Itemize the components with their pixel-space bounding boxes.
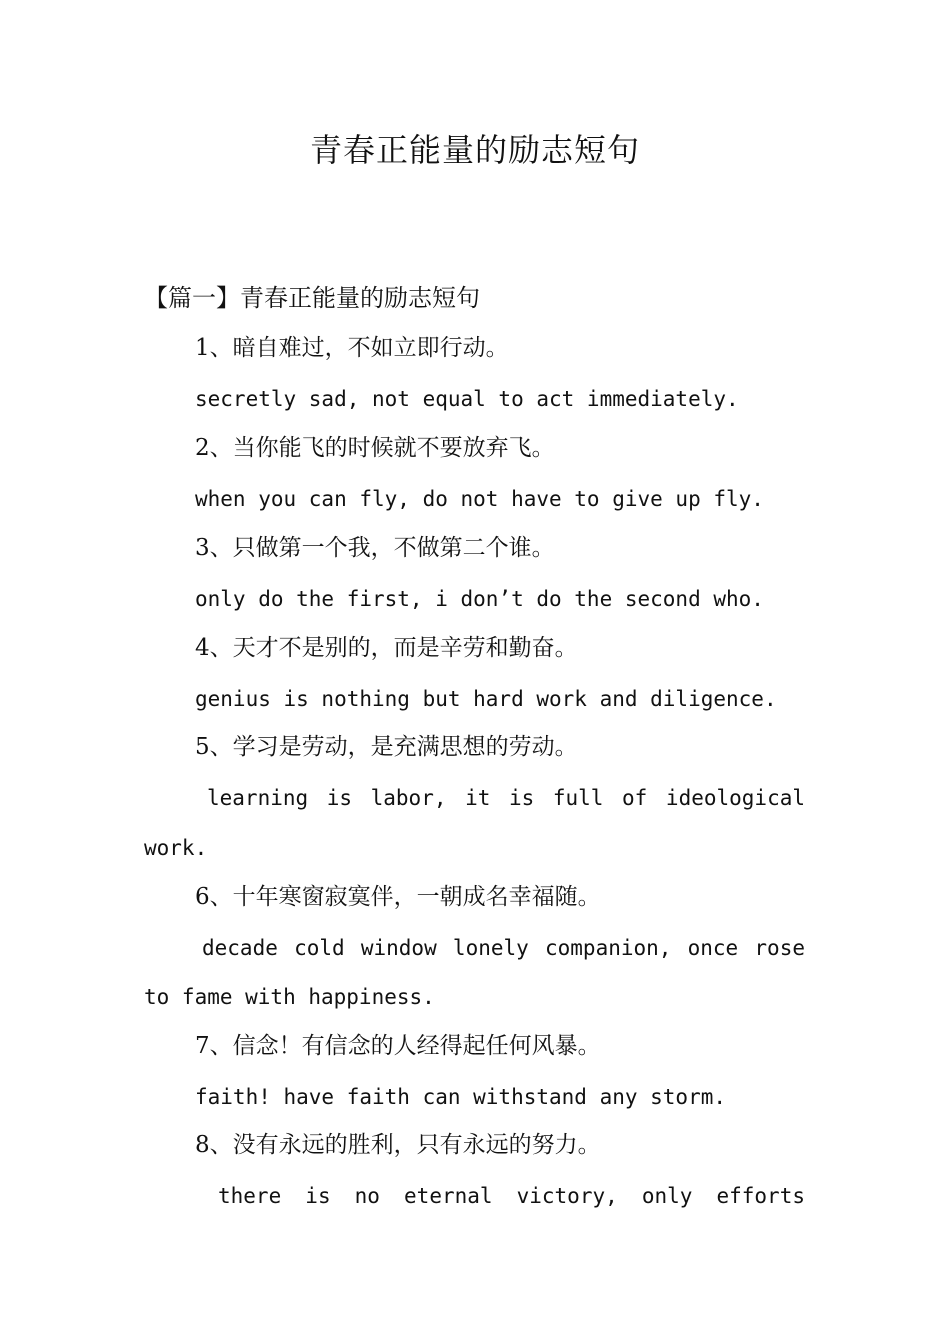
quote-en-5-line2: work.	[144, 836, 208, 860]
quote-en-5-line1: learning is labor, it is full of ideological	[207, 786, 805, 810]
quote-zh-6: 6、十年寒窗寂寞伴，一朝成名幸福随。	[195, 884, 601, 910]
quote-en-1: secretly sad, not equal to act immediately.	[195, 387, 739, 411]
quote-en-4: genius is nothing but hard work and diligence.	[195, 687, 777, 711]
quote-en-2: when you can fly, do not have to give up fly.	[195, 487, 764, 511]
quote-zh-8: 8、没有永远的胜利，只有永远的努力。	[195, 1132, 601, 1158]
quote-en-6-line2: to fame with happiness.	[144, 985, 435, 1009]
quote-zh-4: 4、天才不是别的，而是辛劳和勤奋。	[195, 635, 578, 661]
quote-en-6-line1: decade cold window lonely companion, once rose	[202, 936, 805, 960]
section-heading: 【篇一】青春正能量的励志短句	[144, 284, 480, 312]
quote-zh-5: 5、学习是劳动，是充满思想的劳动。	[195, 734, 578, 760]
quote-zh-2: 2、当你能飞的时候就不要放弃飞。	[195, 435, 555, 461]
quote-en-3: only do the first, i don’t do the second who.	[195, 587, 764, 611]
quote-zh-1: 1、暗自难过，不如立即行动。	[195, 335, 509, 361]
quote-zh-7: 7、信念！有信念的人经得起任何风暴。	[195, 1033, 601, 1059]
quote-en-8-line1: there is no eternal victory, only efforts	[218, 1184, 805, 1208]
page-title: 青春正能量的励志短句	[309, 131, 640, 169]
quote-en-7: faith! have faith can withstand any storm.	[195, 1085, 727, 1109]
quote-zh-3: 3、只做第一个我，不做第二个谁。	[195, 535, 555, 561]
